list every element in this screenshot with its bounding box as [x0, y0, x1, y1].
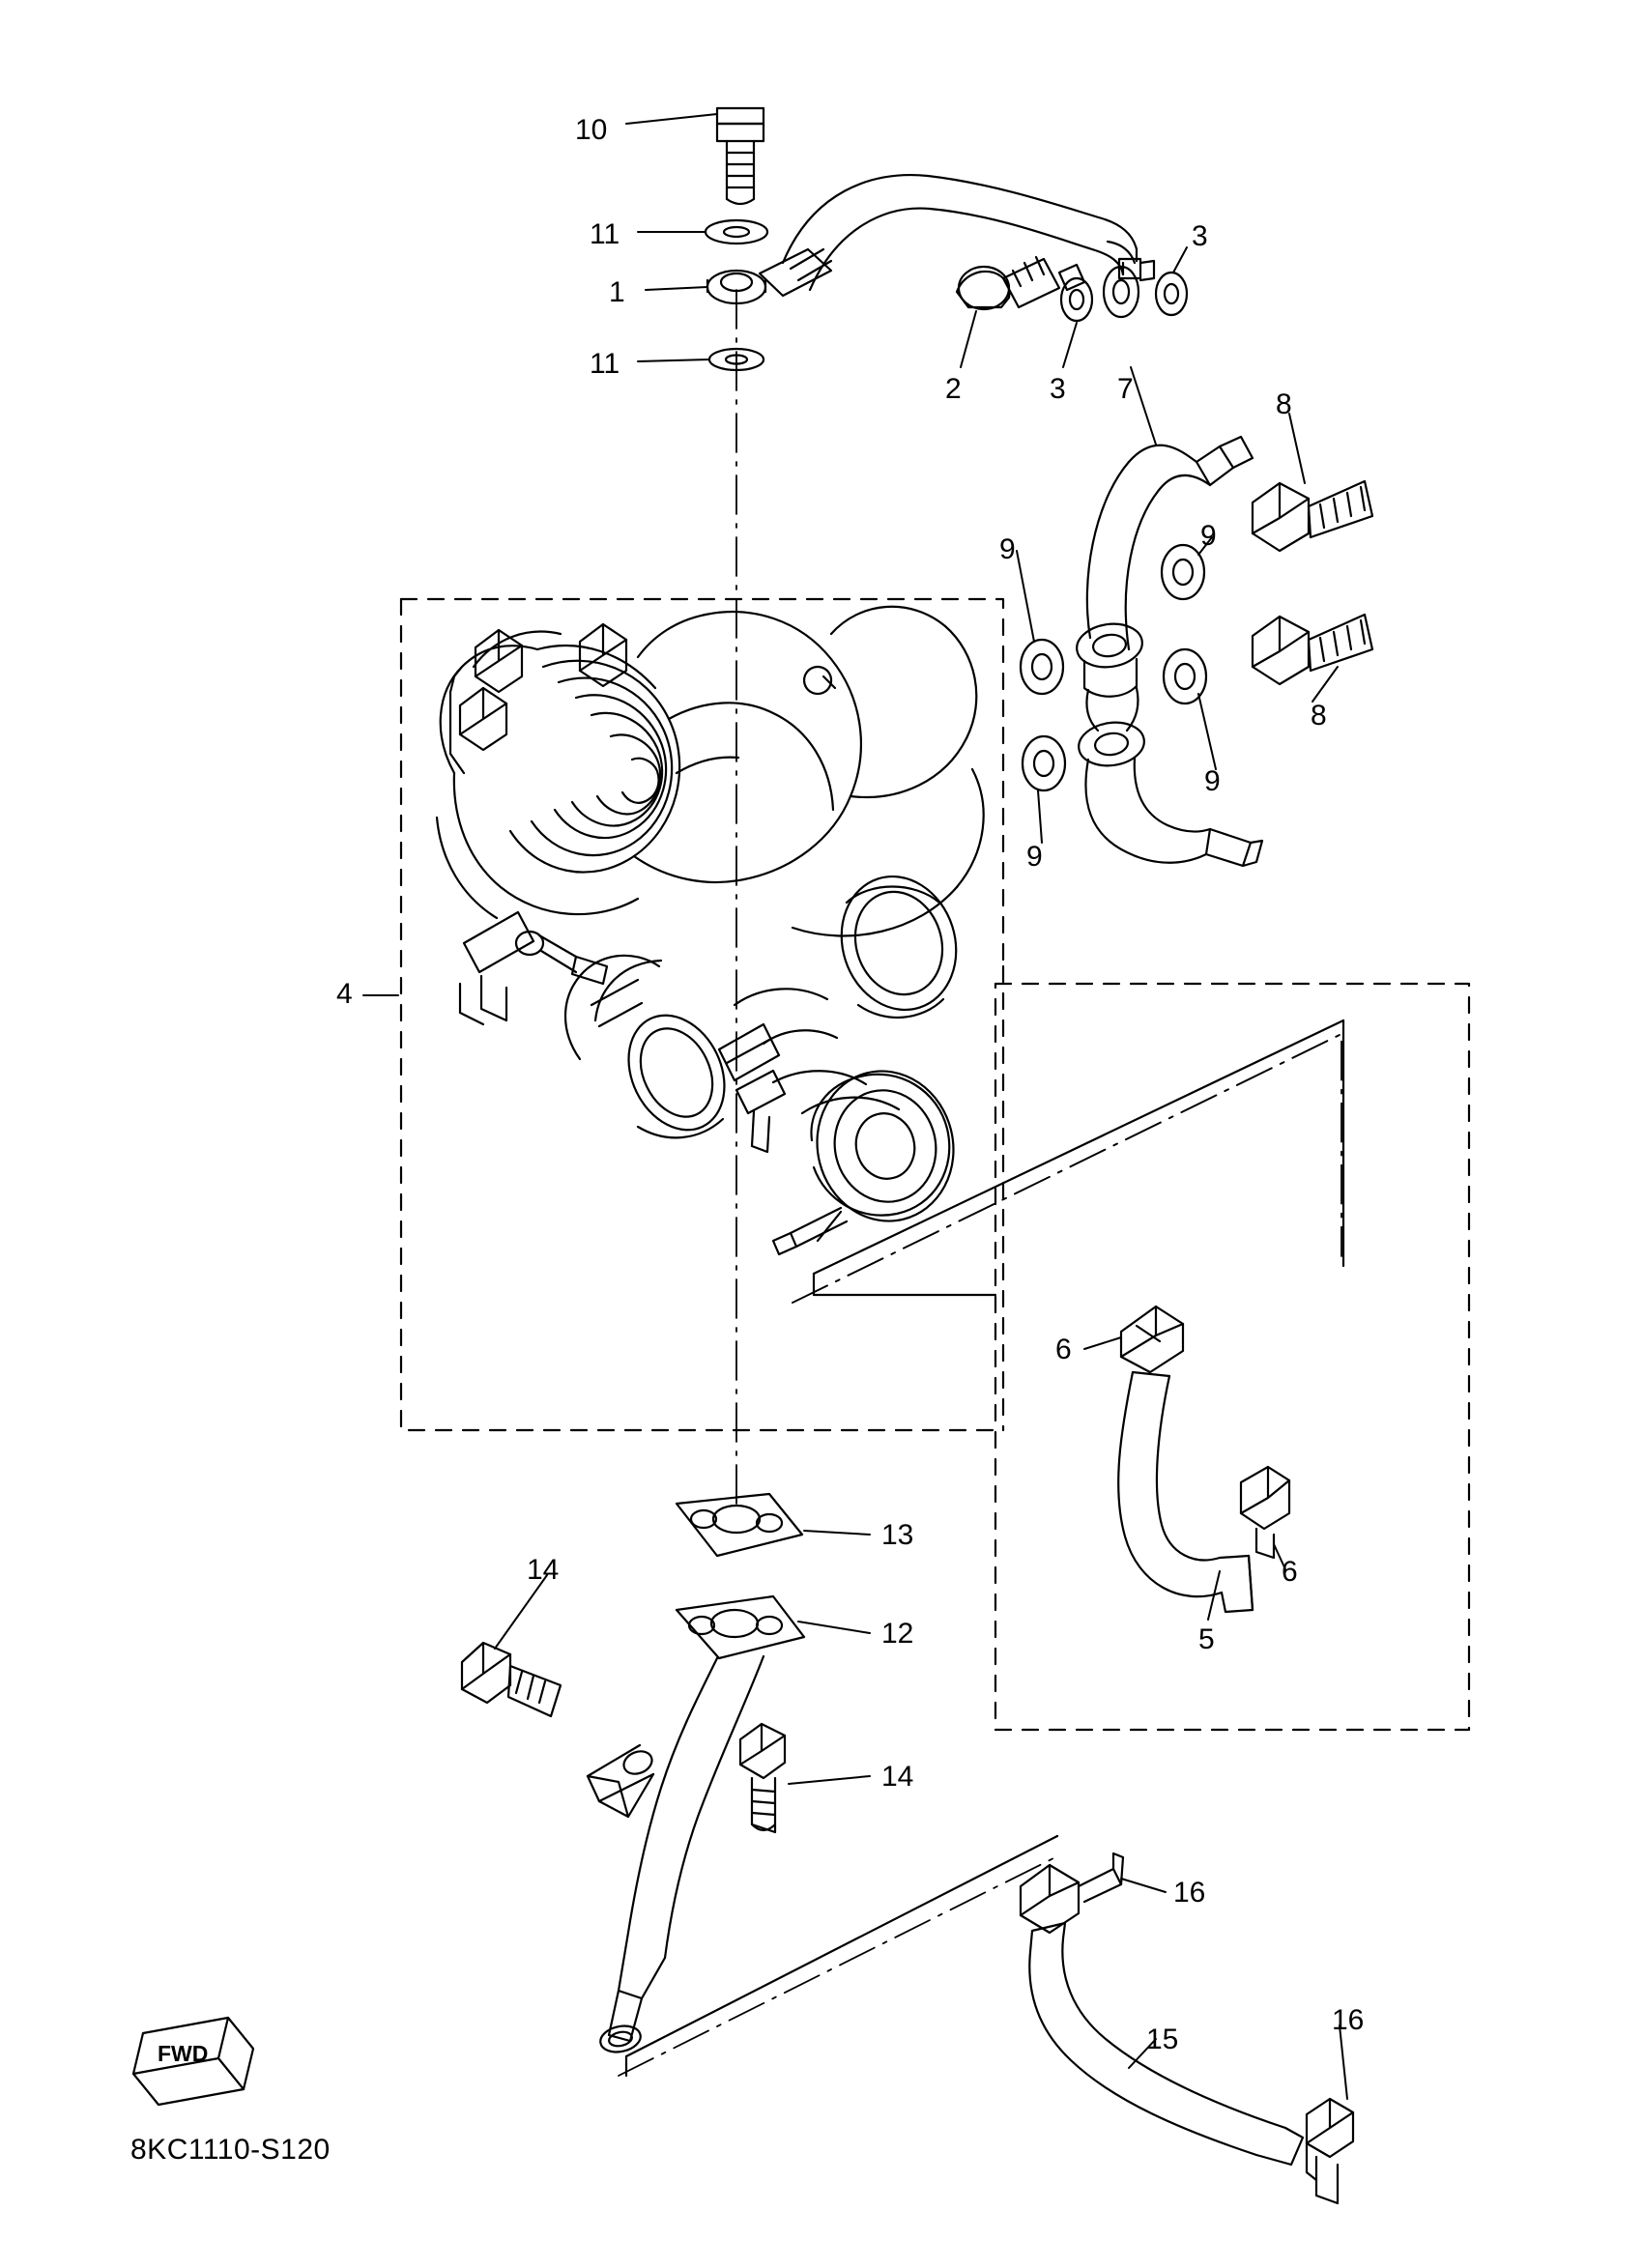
callout-11-upper: 11 [590, 218, 620, 250]
callout-11-lower: 11 [590, 348, 620, 380]
callout-7: 7 [1117, 373, 1134, 405]
diagram-part-number: 8KC1110-S120 [130, 2134, 331, 2166]
part-9-washer-c [1162, 545, 1204, 599]
fwd-label: FWD [158, 2041, 209, 2066]
callout-15: 15 [1146, 2024, 1179, 2055]
callout-6-lower: 6 [1282, 1556, 1298, 1588]
assembly-guide-lines [619, 1034, 1341, 2076]
part-11-washer-upper [706, 220, 767, 244]
callout-8-lower: 8 [1311, 700, 1327, 732]
part-5-hose [1118, 1372, 1253, 1612]
part-9-washer-b [1023, 736, 1065, 790]
part-16-clip-upper [1021, 1853, 1123, 1933]
assembly-guide-solid [626, 1020, 1343, 2076]
part-9-washer-d [1164, 649, 1206, 703]
part-7-water-pipe [1074, 437, 1262, 866]
callout-16-lower: 16 [1332, 2004, 1365, 2036]
part-14-bolt-right [740, 1724, 785, 1832]
part-4-turbocharger [437, 607, 984, 1254]
part-9-washer-a [1021, 640, 1063, 694]
part-3-washer-b [1104, 267, 1139, 317]
part-1-oil-feed-hose [783, 175, 1154, 290]
callout-5: 5 [1198, 1623, 1215, 1655]
callout-12: 12 [881, 1618, 914, 1650]
callout-9-d: 9 [1026, 841, 1043, 873]
part-16-clip-lower [1307, 2099, 1353, 2203]
part-14-bolt-left [462, 1643, 561, 1716]
part-13-gasket [677, 1494, 802, 1556]
callout-14-left: 14 [527, 1554, 560, 1586]
callout-3-mid: 3 [1050, 373, 1066, 405]
callout-8-upper: 8 [1276, 388, 1292, 420]
callout-6-upper: 6 [1055, 1334, 1072, 1365]
part-2-union-bolt [957, 257, 1084, 309]
callout-10: 10 [575, 114, 608, 146]
part-6-clamp-lower [1241, 1467, 1289, 1558]
part-10-bolt [717, 108, 764, 204]
part-3-washer-c [1156, 273, 1187, 315]
callout-14-right: 14 [881, 1761, 914, 1793]
callout-13: 13 [881, 1519, 914, 1551]
part-12-oil-drain-pipe [588, 1596, 804, 2055]
part-6-clamp-upper [1121, 1306, 1183, 1372]
callout-2: 2 [945, 373, 962, 405]
part-1-banjo-bolt-union [707, 249, 831, 303]
part-8-bolt-upper [1253, 481, 1372, 551]
callout-9-a: 9 [1200, 520, 1217, 552]
callout-9-c: 9 [1204, 765, 1221, 797]
callout-4: 4 [336, 978, 353, 1010]
callout-9-b: 9 [999, 533, 1016, 565]
callout-16-upper: 16 [1173, 1877, 1206, 1909]
callout-3-top: 3 [1192, 220, 1208, 252]
leader-lines [363, 114, 1347, 2099]
callout-1: 1 [609, 276, 625, 308]
part-8-bolt-lower [1253, 615, 1372, 684]
